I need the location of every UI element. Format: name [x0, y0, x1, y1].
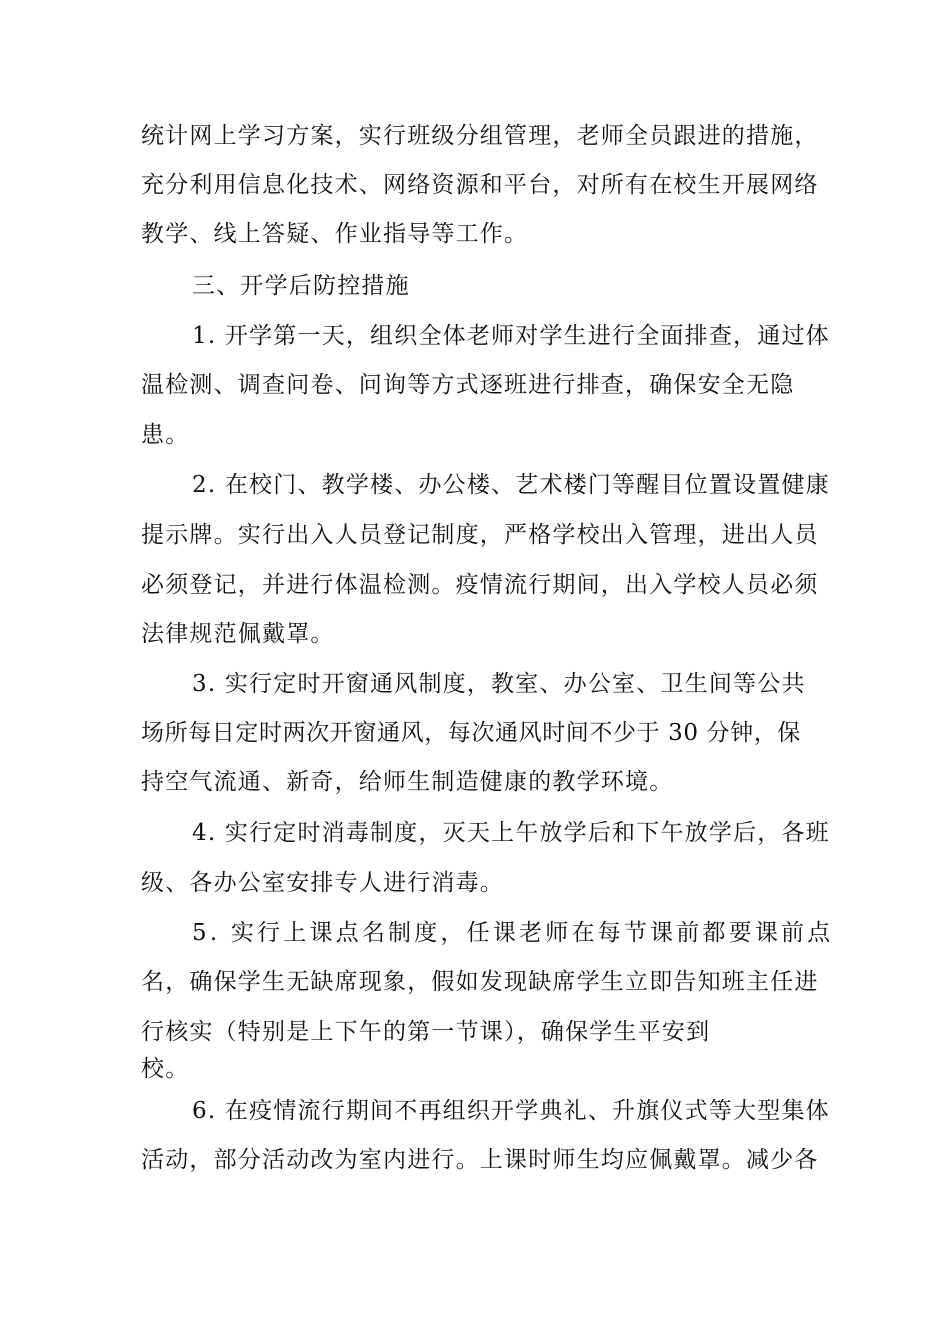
paragraph-line: 3. 实行定时开窗通风制度，教室、办公室、卫生间等公共 — [192, 671, 806, 697]
paragraph-line: 持空气流通、新奇，给师生制造健康的教学环境。 — [141, 769, 674, 795]
paragraph-line: 统计网上学习方案，实行班级分组管理，老师全员跟进的措施， — [141, 123, 819, 149]
paragraph-line: 患。 — [141, 422, 190, 448]
paragraph-line: 充分利用信息化技术、网络资源和平台，对所有在校生开展网络 — [141, 172, 819, 198]
paragraph-line: 提示牌。实行出入人员登记制度，严格学校出入管理，进出人员 — [141, 522, 819, 548]
paragraph-line: 场所每日定时两次开窗通风，每次通风时间不少于 30 分钟，保 — [141, 720, 801, 746]
paragraph-line: 活动，部分活动改为室内进行。上课时师生均应佩戴罩。减少各 — [141, 1147, 819, 1173]
section-heading: 三、开学后防控措施 — [192, 273, 410, 299]
paragraph-line: 级、各办公室安排专人进行消毒。 — [141, 870, 504, 896]
paragraph-line: 名，确保学生无缺席现象，假如发现缺席学生立即告知班主任进 — [141, 969, 819, 995]
paragraph-line: 温检测、调查问卷、问询等方式逐班进行排查，确保安全无隐 — [141, 372, 795, 398]
paragraph-line: 校。 — [141, 1056, 190, 1082]
paragraph-line: 1. 开学第一天，组织全体老师对学生进行全面排查，通过体 — [192, 323, 830, 349]
paragraph-line: 法律规范佩戴罩。 — [141, 621, 335, 647]
paragraph-line: 必须登记，并进行体温检测。疫情流行期间，出入学校人员必须 — [141, 572, 819, 598]
paragraph-line: 4. 实行定时消毒制度，灭天上午放学后和下午放学后，各班 — [192, 820, 830, 846]
paragraph-line: 行核实（特别是上下午的第一节课），确保学生平安到 — [141, 1019, 711, 1045]
paragraph-line: 6. 在疫情流行期间不再组织开学典礼、升旗仪式等大型集体 — [192, 1098, 830, 1124]
paragraph-line: 5. 实行上课点名制度，任课老师在每节课前都要课前点 — [192, 920, 834, 946]
paragraph-line: 2. 在校门、教学楼、办公楼、艺术楼门等醒目位置设置健康 — [192, 472, 830, 498]
paragraph-line: 教学、线上答疑、作业指导等工作。 — [141, 221, 529, 247]
